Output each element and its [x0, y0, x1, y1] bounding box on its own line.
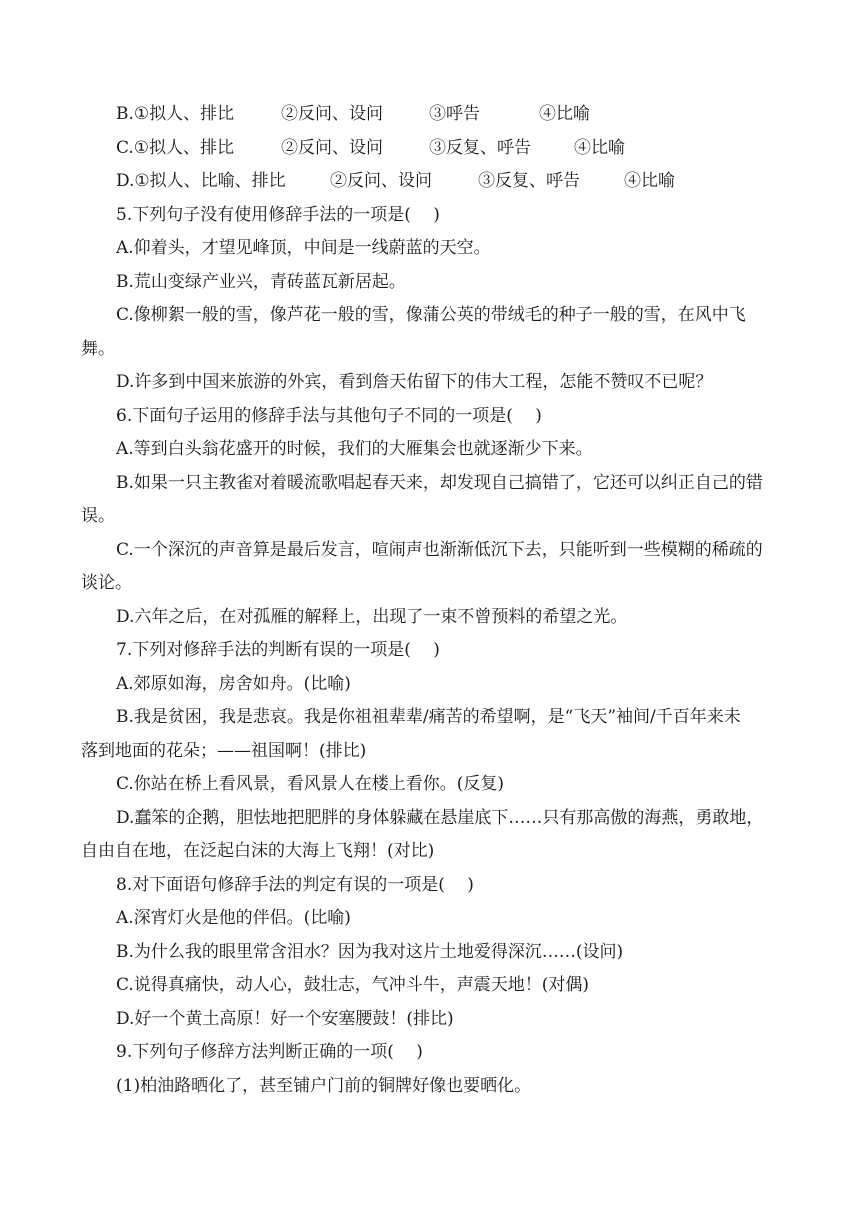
option-b: B.我是贫困，我是悲哀。我是你祖祖辈辈/痛苦的希望啊，是“飞天”袖间/千百年来未 [116, 707, 741, 727]
option-a: A.郊原如海，房舍如舟。(比喻) [116, 673, 351, 694]
option-cell: ③反复、呼告 [429, 137, 531, 158]
question-8: 8.对下面语句修辞手法的判定有误的一项是( ) [116, 874, 474, 895]
option-line-c [116, 132, 800, 166]
option-b-continuation: 落到地面的花朵；——祖国啊！(排比) [81, 740, 367, 761]
option-cell: C.①拟人、排比 [116, 137, 235, 158]
option-b: B.为什么我的眼里常含泪水？因为我对这片土地爱得深沉……(设问) [116, 941, 624, 962]
question-7: 7.下列对修辞手法的判断有误的一项是( ) [116, 640, 440, 660]
option-cell: B.①拟人、排比 [116, 104, 235, 124]
option-cell: ③反复、呼告 [478, 171, 580, 191]
option-cell: D.①拟人、比喻、排比 [116, 171, 286, 191]
question-6: 6.下面句子运用的修辞手法与其他句子不同的一项是( ) [116, 405, 542, 426]
option-cell: ②反问、设问 [330, 171, 432, 191]
question-text [81, 98, 800, 1103]
option-c: C.说得真痛快，动人心，鼓壮志，气冲斗牛，声震天地！(对偶) [116, 975, 590, 995]
question-9: 9.下列句子修辞方法判断正确的一项( ) [116, 1042, 423, 1062]
option-d: D.蠢笨的企鹅，胆怯地把肥胖的身体躲藏在悬崖底下……只有那高傲的海燕，勇敢地， [116, 807, 764, 828]
option-cell: ②反问、设问 [281, 137, 383, 158]
option-c-continuation: 舞。 [81, 338, 115, 359]
option-cell: ④比喻 [574, 137, 625, 158]
option-b: B.如果一只主教雀对着暖流歌唱起春天来，却发现自己搞错了，它还可以纠正自己的错 [116, 472, 763, 493]
option-d: D.好一个黄土高原！好一个安塞腰鼓！(排比) [116, 1008, 454, 1029]
option-d: D.六年之后，在对孤雁的解释上，出现了一束不曾预料的希望之光。 [116, 606, 628, 627]
option-d: D.许多到中国来旅游的外宾，看到詹天佑留下的伟大工程，怎能不赞叹不已呢？ [116, 372, 713, 392]
option-c: C.你站在桥上看风景，看风景人在楼上看你。(反复) [116, 774, 505, 794]
option-b: B.荒山变绿产业兴，青砖蓝瓦新居起。 [116, 271, 406, 292]
option-b-continuation: 误。 [81, 506, 115, 526]
option-line-b [116, 98, 800, 132]
option-d-continuation: 自由自在地，在泛起白沫的大海上飞翔！(对比) [81, 841, 435, 861]
option-cell: ②反问、设问 [281, 104, 383, 124]
option-c-continuation: 谈论。 [81, 573, 132, 593]
option-a: A.仰着头，才望见峰顶，中间是一线蔚蓝的天空。 [116, 238, 491, 258]
option-a: A.深宵灯火是他的伴侣。(比喻) [116, 908, 351, 928]
sub-item-1: (1)柏油路晒化了，甚至铺户门前的铜牌好像也要晒化。 [116, 1075, 532, 1096]
option-cell: ④比喻 [624, 171, 675, 191]
option-cell: ③呼告 [429, 104, 480, 124]
question-5: 5.下列句子没有使用修辞手法的一项是( ) [116, 204, 440, 225]
option-line-d [116, 165, 800, 199]
option-c: C.一个深沉的声音算是最后发言，喧闹声也渐渐低沉下去，只能听到一些模糊的稀疏的 [116, 539, 763, 560]
option-a: A.等到白头翁花盛开的时候，我们的大雁集会也就逐渐少下来。 [116, 439, 593, 459]
option-c: C.像柳絮一般的雪，像芦花一般的雪，像蒲公英的带绒毛的种子一般的雪，在风中飞 [116, 305, 746, 325]
option-cell: ④比喻 [539, 104, 590, 124]
